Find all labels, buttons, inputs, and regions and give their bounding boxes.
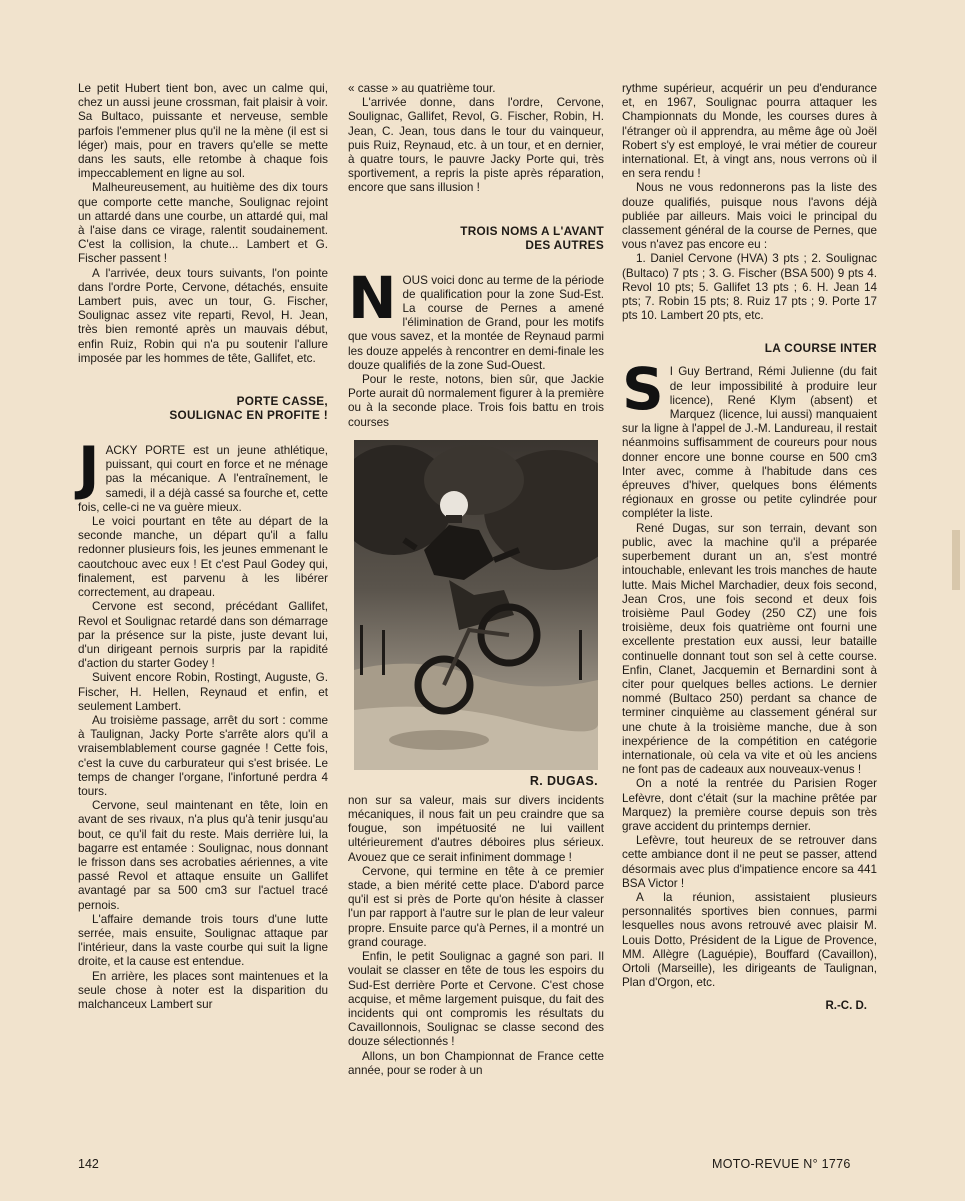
heading-line: DES AUTRES <box>525 237 604 252</box>
dropcap-letter: N <box>348 263 397 332</box>
paragraph: Cervone, seul maintenant en tête, loin en avant de ses rivaux, n'a plus qu'à tenir jusqu'au bout, ce qu'il fait du reste. Mais derrière lui, la bagarre est entamée : Soulignac, nous donnant le frisson dans ses acrobaties aériennes, a vite passé Revol et attaque ensuite un Gallifet avantagé par sa 500 cm3 sur l'actuel tracé pernois. <box>78 799 328 912</box>
edge-mark <box>952 530 960 590</box>
paragraph: « casse » au quatrième tour. <box>348 82 496 95</box>
heading-line: SOULIGNAC EN PROFITE ! <box>169 408 328 423</box>
heading-line: PORTE CASSE, <box>236 394 328 409</box>
results-paragraph: 1. Daniel Cervone (HVA) 3 pts ; 2. Soulignac (Bultaco) 7 pts ; 3. G. Fischer (BSA 500) 9 pts 4. Revol 10 pts; 5. Gallifet 13 pts ; 6. H. Jean 14 pts; 7. Robin 15 pts; 8. Ruiz 17 pts ; 9. Porte 17 pts 10. Lambert 20 pts, etc. <box>622 252 877 323</box>
paragraph: Pour le reste, notons, bien sûr, que Jackie Porte aurait dû normalement figurer à la première ou à la seconde place. Trois fois battu en trois courses <box>348 373 604 429</box>
paragraph: Allons, un bon Championnat de France cette année, pour se roder à un <box>348 1049 604 1077</box>
column-middle <box>348 82 604 1078</box>
paragraph: rythme supérieur, acquérir un peu d'endurance et, en 1967, Soulignac pourra attaquer les Championnats du Monde, les courses dures à l'étranger où il apprendra, au même âge où Joël Robert s'y est employé, le vrai métier de coureur international. Et, à vingt ans, nous verrons où il en sera rendu ! <box>622 82 877 181</box>
paragraph: Enfin, le petit Soulignac a gagné son pari. Il voulait se classer en tête de tous les espoirs du Sud-Est derrière Porte et Cervone. C'est chose acquise, et même largement puisque, du fait des incidents qui ont compromis les résultats du Cavaillonnois, Soulignac se classe second des douze sélectionnés ! <box>348 950 604 1049</box>
author-signature: R.-C. D. <box>825 1000 867 1013</box>
photo-figure <box>354 440 598 788</box>
section-heading <box>348 224 604 252</box>
dropcap-letter: S <box>622 355 664 424</box>
paragraph: Cervone est second, précédant Gallifet, Revol et Soulignac retardé dans son démarrage par la présence sur la piste, juste devant lui, d'un dirigeant pernois surpris par la rapidité d'action du starter Godey ! <box>78 600 328 671</box>
paragraph: On a noté la rentrée du Parisien Roger Lefèvre, dont c'était (sur la machine prêtée par Marquez) la première course depuis son très grave accident du printemps dernier. <box>622 777 877 833</box>
dropcap-text: ACKY PORTE est un jeune athlétique, puissant, qui court en force et ne ménage pas la mécanique. A l'entraînement, le samedi, il a déjà cassé sa fourche et, cette fois, celle-ci ne va guère mieux. <box>78 444 328 514</box>
column-right <box>622 82 877 1012</box>
dropcap-letter: J <box>78 434 100 503</box>
paragraph: Au troisième passage, arrêt du sort : comme à Taulignan, Jacky Porte s'arrête alors qu'il a vraisemblablement course gagnée ! Cette fois, c'est la cuve du carburateur qui s'est brisée. Le temps de changer l'organe, l'infortuné perdra 4 tours. <box>78 713 328 798</box>
paragraph: L'affaire demande trois tours d'une lutte serrée, mais ensuite, Soulignac attaque par l'intérieur, dans la vaste courbe qui suit la ligne droite, et la cause est entendue. <box>78 912 328 969</box>
paragraph: A l'arrivée, deux tours suivants, l'on pointe dans l'ordre Porte, Cervone, détachés, ensuite Lambert puis, avec un tour, G. Fischer, Soulignac assez vite reparti, Revol, H. Jean, très bien remonté après un mauvais début, enfin Ruiz, Robin qui n'a pu soutenir l'allure imposée par les hommes de tête, Gallifet, etc. <box>78 266 328 365</box>
paragraph: Suivent encore Robin, Rostingt, Auguste, G. Fischer, H. Hellen, Reynaud et enfin, et seulement Lambert. <box>78 671 328 713</box>
paragraph: Nous ne vous redonnerons pas la liste des douze qualifiés, puisque nous l'avons déjà publiée par ailleurs. Mais voici le principal du classement général de la course de Pernes, que vous n'avez pas encore eu : <box>622 181 877 252</box>
column-left <box>78 82 328 1012</box>
paragraph: Le voici pourtant en tête au départ de la seconde manche, un départ qu'il a fallu redonner plusieurs fois, les jeunes emmenant le caoutchouc avec eux ! Et c'est Paul Godey qui, finalement, est parvenu à les libérer correctement, au drapeau. <box>78 515 328 600</box>
section-heading <box>78 394 328 422</box>
section-heading <box>622 341 877 355</box>
paragraph: A la réunion, assistaient plusieurs personnalités sportives bien connues, parmi lesquelles nous avons retrouvé avec plaisir M. Louis Dotto, Président de la Ligue de Provence, MM. Allègre (Laguépie), Bouffard (Cavaillon), Ortoli (Marseille), les dirigeants de Taulignan, Plan d'Orgon, etc. <box>622 890 877 990</box>
paragraph: Cervone, qui termine en tête à ce premier stade, a bien mérité cette place. D'abord parce qu'il est si près de Porte qu'on hésite à classer l'un par rapport à l'autre sur le plan de leur valeur propre. Ensuite parce qu'à Pernes, il a montré un grand courage. <box>348 864 604 949</box>
photo-caption: R. DUGAS. <box>529 773 598 788</box>
dropcap-paragraph <box>622 355 877 521</box>
paragraph: Lefèvre, tout heureux de se retrouver dans cette ambiance dont il ne peut se passer, attend désormais avec plus d'impatience encore sa 441 BSA Victor ! <box>622 834 877 890</box>
page-number: 142 <box>78 1157 99 1171</box>
motocross-photo <box>354 440 598 770</box>
paragraph: René Dugas, sur son terrain, devant son public, avec la machine qu'il a préparée superbement durant un an, s'est montré intouchable, enlevant les trois manches de haute lutte. Mais Michel Marchadier, deux fois second, Jean Cros, une fois second et deux fois troisième Paul Godey (250 CZ) une fois troisième, deux fois quatrième ont fourni une excellente prestation eux aussi, leur bataille continuelle donnant tout son sel à cette course. Enfin, Clanet, Jacquemin et Bernardini sont à citer pour quelques belles actions. Le dernier nommé (Bultaco 250) perdant sa chance de terminer cinquième au classement général sur une chute à la troisième manche, due à son inexpérience de la compétition en catégorie internationale, où cela va vite et où les anciens ne font pas de cadeaux aux nouveaux-venus ! <box>622 521 877 777</box>
dropcap-paragraph <box>78 434 328 515</box>
magazine-issue: MOTO-REVUE N° 1776 <box>712 1157 851 1171</box>
heading-line: LA COURSE INTER <box>764 341 877 356</box>
paragraph: En arrière, les places sont maintenues et la seule chose à noter est la disparition du malchanceux Lambert sur <box>78 969 328 1011</box>
paragraph: Malheureusement, au huitième des dix tours que comporte cette manche, Soulignac rejoint un attardé dans une courbe, un attardé qui, mal à l'aise dans ce virage, ralentit soudainement. C'est la collision, la chute... Lambert et G. Fischer passent ! <box>78 181 328 266</box>
paragraph: non sur sa valeur, mais sur divers incidents mécaniques, il nous fait un peu craindre que sa fougue, son impétuosité ne lui vaillent ultérieurement d'autres déboires plus sérieux. Avouez que ce serait infiniment dommage ! <box>348 793 604 864</box>
dropcap-paragraph <box>348 263 604 373</box>
paragraph: Le petit Hubert tient bon, avec un calme qui, chez un aussi jeune crossman, fait plaisir à voir. Sa Bultaco, puissante et nerveuse, semble parfois l'emmener plus qu'il ne la mène (il est si léger) mais, pour en travers qu'elle se mette dans les sauts, elle retombe à chaque fois impeccablement en ligne au sol. <box>78 82 328 181</box>
paragraph: L'arrivée donne, dans l'ordre, Cervone, Soulignac, Gallifet, Revol, G. Fischer, Robin, H. Jean, C. Jean, tous dans le tour du vainqueur, puis Ruiz, Reynaud, etc. à un tour, et en dernier, à quatre tours, le pauvre Jacky Porte qui, très sportivement, a repris la piste après réparation, encore que sans illusion ! <box>348 96 604 195</box>
dropcap-text: I Guy Bertrand, Rémi Julienne (du fait de leur impossibilité à produire leur licence), René Klym (absent) et Marquez (licence, lui aussi) manquaient sur la ligne à l'appel de J.-M. Landureau, il restait néanmoins suffisamment de coureurs pour nous donner encore une bonne course en 500 cm3 Inter avec, comme à l'habitude dans ces épreuves d'hiver, quelques bons éléments régionaux en grosse ou petite cylindrée pour compléter la liste. <box>622 365 877 521</box>
heading-line: TROIS NOMS A L'AVANT <box>460 223 604 238</box>
dropcap-text: OUS voici donc au terme de la période de qualification pour la zone Sud-Est. La course de Pernes a amené l'élimination de Grand, pour les motifs que vous savez, et la montée de Reynaud parmi les douze appelés à rencontrer en demi-finale les douze qualifiés de la zone Sud-Ouest. <box>348 273 604 372</box>
